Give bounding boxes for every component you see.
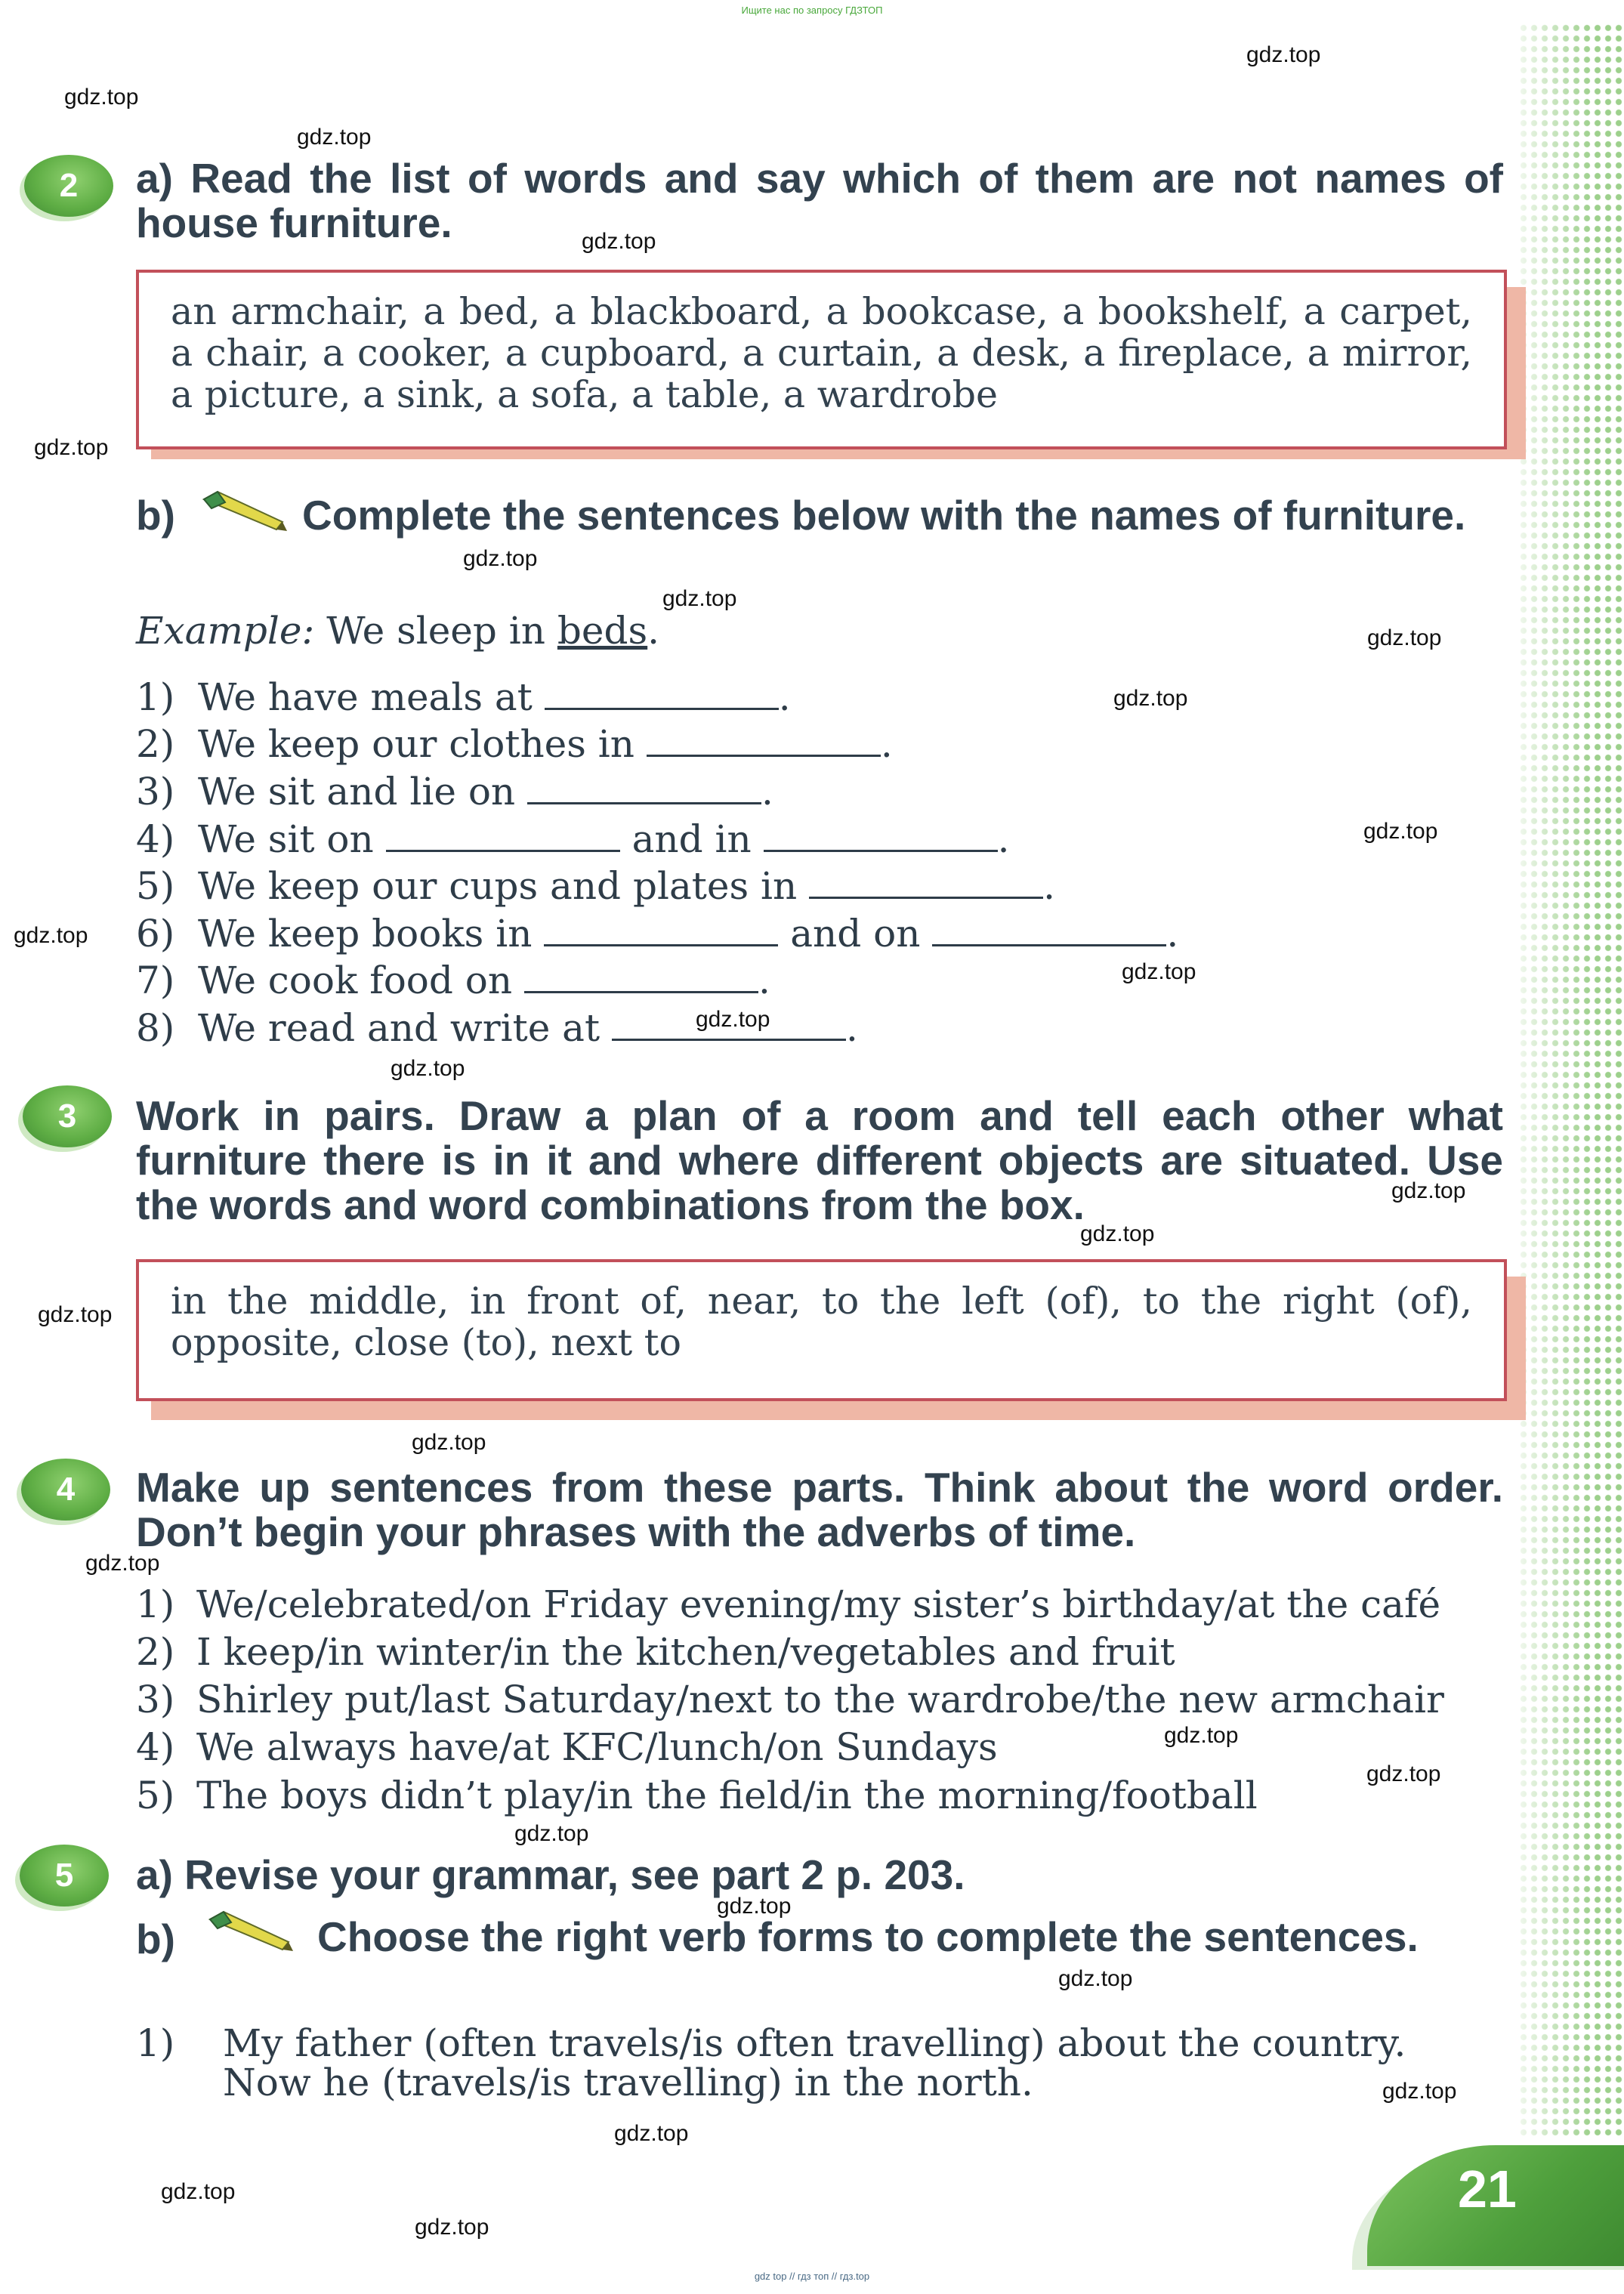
sentence-text: We cook food on	[198, 959, 513, 1002]
sentence-row	[136, 769, 1503, 814]
sentence-row	[136, 911, 1503, 956]
list-item	[136, 1677, 1503, 1722]
watermark: gdz.top	[1122, 959, 1196, 984]
sentence-row	[136, 1005, 1503, 1051]
bottom-note: gdz top // гдз топ // гдз.top	[754, 2271, 870, 2282]
pen-icon	[198, 487, 289, 533]
watermark: gdz.top	[1391, 1178, 1466, 1203]
answer-blank[interactable]	[386, 817, 620, 852]
sentence-row	[136, 721, 1503, 767]
answer-blank[interactable]	[932, 911, 1166, 946]
sentence-text: We keep our cups and plates in	[198, 864, 798, 908]
sentence-number: 7)	[136, 959, 175, 1002]
watermark: gdz.top	[1113, 686, 1188, 711]
watermark: gdz.top	[38, 1302, 113, 1327]
answer-blank[interactable]	[809, 863, 1043, 899]
sentence-end: .	[758, 959, 770, 1002]
exercise-2b-label: b)	[136, 492, 175, 539]
exercise-4-heading: Make up sentences from these parts. Think about the word order. Don’t begin your phrases with the adverbs of time.	[136, 1464, 1503, 1555]
sentence-number: 6)	[136, 912, 175, 956]
sentence-end: .	[846, 1006, 858, 1050]
list-item	[136, 1724, 1503, 1770]
watermark: gdz.top	[1382, 2079, 1457, 2104]
list-item	[136, 1582, 1503, 1627]
watermark: gdz.top	[1080, 1221, 1155, 1246]
example-label: Example:	[136, 609, 315, 653]
watermark: gdz.top	[1367, 625, 1442, 650]
answer-blank[interactable]	[524, 958, 758, 993]
item-text: I keep/in winter/in the kitchen/vegetables and fruit	[196, 1630, 1175, 1674]
sentence-row	[136, 863, 1503, 909]
watermark: gdz.top	[463, 546, 538, 571]
watermark: gdz.top	[696, 1007, 770, 1032]
list-item	[136, 1629, 1503, 1675]
item-text: The boys didn’t play/in the field/in the morning/football	[196, 1774, 1258, 1817]
item-text: Shirley put/last Saturday/next to the wardrobe/the new armchair	[196, 1678, 1444, 1721]
watermark: gdz.top	[1363, 819, 1438, 844]
exercise-number-badge: 2	[24, 155, 113, 217]
item-text-line-1: My father (often travels/is often travelling) about the country.	[223, 2021, 1406, 2065]
sentence-row	[136, 958, 1503, 1003]
watermark: gdz.top	[34, 435, 109, 460]
watermark: gdz.top	[412, 1430, 486, 1455]
item-number: 5)	[136, 1774, 175, 1817]
exercise-number-badge: 5	[20, 1845, 109, 1907]
item-number: 4)	[136, 1725, 175, 1769]
watermark: gdz.top	[297, 125, 372, 150]
watermark: gdz.top	[1366, 1761, 1441, 1786]
sentence-end: .	[880, 722, 893, 766]
watermark: gdz.top	[85, 1551, 160, 1576]
watermark: gdz.top	[1058, 1966, 1133, 1991]
sentence-number: 4)	[136, 817, 175, 861]
item-number: 2)	[136, 1630, 175, 1674]
pen-icon	[204, 1907, 295, 1953]
list-item	[136, 1773, 1503, 1818]
watermark: gdz.top	[415, 2215, 489, 2240]
dotted-margin-fade	[1518, 23, 1624, 2138]
watermark: gdz.top	[64, 85, 139, 110]
sentence-end: .	[1166, 912, 1179, 956]
sentence-end: .	[1043, 864, 1056, 908]
answer-blank[interactable]	[612, 1005, 846, 1041]
sentence-text: We keep books in	[198, 912, 533, 956]
sentence-end: .	[761, 770, 773, 814]
top-note: Ищите нас по запросу ГДЗТОП	[741, 5, 883, 16]
word-box: an armchair, a bed, a blackboard, a bookcase, a bookshelf, a carpet, a chair, a cooker, a cupboard, a curtain, a desk, a fireplace, a mirror, a picture, a sink, a sofa, a table, a wardrobe	[136, 270, 1507, 449]
word-box: in the middle, in front of, near, to the left (of), to the right (of), opposite, close (to), next to	[136, 1259, 1507, 1401]
answer-blank[interactable]	[545, 675, 779, 710]
exercise-3-heading: Work in pairs. Draw a plan of a room and tell each other what furniture there is in it and where different objects are situated. Use the words and word combinations from the box.	[136, 1092, 1503, 1228]
exercise-number-badge: 3	[23, 1085, 112, 1147]
sentence-row	[136, 675, 1503, 720]
sentence-text-2: and in	[631, 817, 752, 861]
sentence-text: We sit and lie on	[198, 770, 516, 814]
watermark: gdz.top	[514, 1821, 589, 1846]
sentence-number: 2)	[136, 722, 175, 766]
item-text: We/celebrated/on Friday evening/my sister’s birthday/at the café	[196, 1582, 1441, 1626]
watermark: gdz.top	[614, 2121, 689, 2146]
watermark: gdz.top	[1164, 1723, 1239, 1748]
item-text: We always have/at KFC/lunch/on Sundays	[196, 1725, 998, 1769]
sentence-number: 8)	[136, 1006, 175, 1050]
example-text: We sleep in	[326, 609, 545, 653]
sentence-number: 5)	[136, 864, 175, 908]
sentence-end: .	[997, 817, 1010, 861]
sentence-end: .	[778, 675, 791, 719]
sentence-number: 1)	[136, 675, 175, 719]
sentence-text-2: and on	[790, 912, 921, 956]
watermark: gdz.top	[662, 586, 737, 611]
exercise-5b-heading: Choose the right verb forms to complete the sentences.	[317, 1913, 1419, 1960]
example-line: Example: We sleep in beds.	[136, 609, 660, 653]
exercise-5b-item-1	[136, 2021, 1503, 2066]
answer-blank[interactable]	[544, 911, 778, 946]
answer-blank[interactable]	[647, 721, 881, 757]
exercise-2a-heading: a) Read the list of words and say which of them are not names of house furniture.	[136, 155, 1503, 246]
sentence-number: 3)	[136, 770, 175, 814]
exercise-5a-heading: a) Revise your grammar, see part 2 p. 203.	[136, 1851, 965, 1898]
exercise-5b-item-1-line-2: Now he (travels/is travelling) in the north.	[223, 2061, 1033, 2104]
example-answer: beds	[557, 609, 648, 653]
exercise-number-badge: 4	[21, 1459, 110, 1521]
watermark: gdz.top	[717, 1894, 792, 1919]
sentence-text: We keep our clothes in	[198, 722, 635, 766]
watermark: gdz.top	[161, 2179, 236, 2204]
watermark: gdz.top	[391, 1056, 465, 1081]
item-number: 3)	[136, 1678, 175, 1721]
watermark: gdz.top	[14, 923, 88, 948]
watermark: gdz.top	[582, 229, 656, 254]
exercise-5b-label: b)	[136, 1916, 175, 1962]
exercise-2b-heading: Complete the sentences below with the names of furniture.	[302, 492, 1466, 539]
sentence-row	[136, 817, 1503, 862]
page-number: 21	[1458, 2160, 1517, 2218]
watermark: gdz.top	[1246, 42, 1321, 67]
answer-blank[interactable]	[764, 817, 998, 852]
sentence-text: We have meals at	[198, 675, 533, 719]
sentence-text: We sit on	[198, 817, 374, 861]
sentence-text: We read and write at	[198, 1006, 601, 1050]
item-number: 1)	[136, 2021, 175, 2065]
item-number: 1)	[136, 1582, 175, 1626]
answer-blank[interactable]	[527, 769, 761, 804]
